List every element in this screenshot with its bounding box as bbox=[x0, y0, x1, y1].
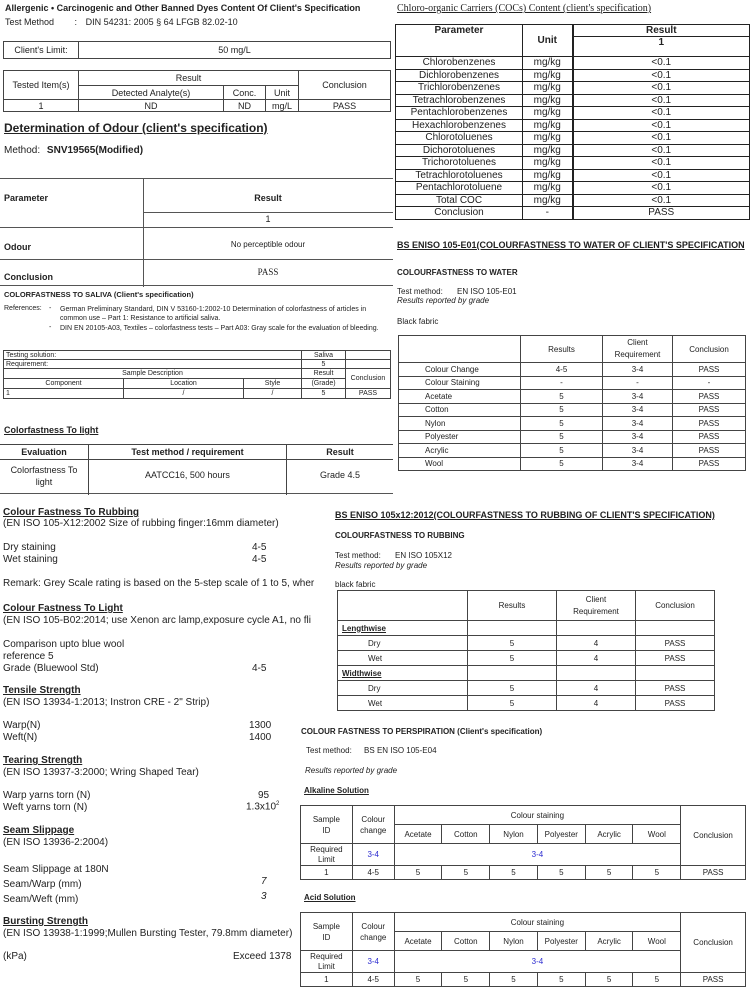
table-row: Dry 5 4 PASS bbox=[338, 681, 715, 696]
table-row: Chlorotoluenes mg/kg <0.1 bbox=[396, 132, 750, 145]
perspiration-title: COLOUR FASTNESS TO PERSPIRATION (Client's specification) bbox=[301, 727, 543, 736]
odour-method: Method: SNV19565(Modified) bbox=[4, 145, 144, 156]
rubbing-left-section: Colour Fastness To Rubbing (EN ISO 105-X12:2002 Size of rubbing finger:16mm diameter) bbox=[3, 507, 279, 529]
table-row: Wool 5 3-4 PASS bbox=[399, 457, 746, 471]
table-row: Dichlorobenzenes mg/kg <0.1 bbox=[396, 69, 750, 82]
table-row: Tetrachlorotoluenes mg/kg <0.1 bbox=[396, 169, 750, 182]
client-limit-table bbox=[3, 41, 391, 59]
method-value: DIN 54231: 2005 § 64 LFGB 82.02-10 bbox=[85, 17, 238, 27]
saliva-table: Testing solution: Saliva Requirement: 5 Sample Description Result Conclusion Component Location Style (Grade) 1 / / 5 PASS bbox=[3, 350, 391, 399]
table-row: Acetate 5 3-4 PASS bbox=[399, 390, 746, 404]
table-row: Polyester 5 3-4 PASS bbox=[399, 430, 746, 444]
allergenic-method: Test Method : DIN 54231: 2005 § 64 LFGB 82.02-10 bbox=[5, 17, 238, 27]
rubbing-right-table: Results Client Requirement Conclusion Lengthwise Dry 5 4 PASS Wet 5 4 PASS Widthwise Dry 5 4 PASS Wet 5 4 PASS bbox=[337, 590, 715, 711]
perspiration-table: Sample ID Colour change Colour staining Conclusion Acetate Cotton Nylon Polyester Acrylic Wool Required Limit 3-4 3-4 1 4-5 5 5 5 5 5 5 PASS bbox=[300, 912, 746, 987]
table-row: Conclusion - PASS bbox=[396, 207, 750, 220]
light-left-title: Colour Fastness To Light bbox=[3, 603, 123, 614]
water-table: Results Client Requirement Conclusion Colour Change 4-5 3-4 PASS Colour Staining - - - Acetate 5 3-4 PASS Cotton 5 3-4 PASS Nylon 5 3-4 PASS Polyester 5 3-4 PASS Acrylic 5 3-4 PASS Wool 5 3-4 PASS bbox=[398, 335, 746, 471]
odour-table: Parameter Result 1 Odour No perceptible odour Conclusion PASS bbox=[0, 178, 393, 286]
table-row: Total COC mg/kg <0.1 bbox=[396, 194, 750, 207]
group-row: Lengthwise bbox=[338, 621, 715, 636]
perspiration-table: Sample ID Colour change Colour staining Conclusion Acetate Cotton Nylon Polyester Acrylic Wool Required Limit 3-4 3-4 1 4-5 5 5 5 5 5 5 PASS bbox=[300, 805, 746, 880]
table-row: Tetrachlorobenzenes mg/kg <0.1 bbox=[396, 94, 750, 107]
table-row: Acrylic 5 3-4 PASS bbox=[399, 444, 746, 458]
table-row: Trichlorobenzenes mg/kg <0.1 bbox=[396, 82, 750, 95]
group-row: Widthwise bbox=[338, 666, 715, 681]
table-row: Chlorobenzenes mg/kg <0.1 bbox=[396, 57, 750, 70]
tearing-title: Tearing Strength bbox=[3, 755, 83, 766]
odour-title: Determination of Odour (client's specification) bbox=[4, 121, 268, 135]
bursting-title: Bursting Strength bbox=[3, 916, 88, 927]
light-table-title: Colorfastness To light bbox=[4, 425, 99, 435]
limit-value: 50 mg/L bbox=[79, 42, 391, 59]
table-row: 1 4-5 5 5 5 5 5 5 PASS bbox=[301, 866, 746, 880]
coc-table: Parameter Unit Result 1 Chlorobenzenes mg/kg <0.1 Dichlorobenzenes mg/kg <0.1 Trichlorobenzenes mg/kg <0.1 Tetrachlorobenzenes mg/kg <0.1 Pentachlorobenzenes mg/kg <0.1 Hexachlorobenzenes mg/kg <0.1 Chlorotoluenes mg/kg <0.1 Dichorotoluenes mg/kg <0.1 Trichorotoluenes mg/kg <0.1 Tetrachlorotoluenes mg/kg <0.1 Pentachlorotoluene mg/kg <0.1 Total COC mg/kg <0.1 Conclusion - PASS bbox=[395, 24, 750, 220]
table-row: 1 / / 5 PASS bbox=[4, 389, 391, 399]
rubbing-remark: Remark: Grey Scale rating is based on the 5-step scale of 1 to 5, wher bbox=[3, 578, 315, 589]
table-row: Hexachlorobenzenes mg/kg <0.1 bbox=[396, 119, 750, 132]
light-table: Evaluation Test method / requirement Result Colorfastness To light AATCC16, 500 hours Grade 4.5 bbox=[0, 444, 393, 494]
allergenic-title: Allergenic • Carcinogenic and Other Banned Dyes Content Of Client's Specification bbox=[5, 3, 361, 13]
rubbing-right-title: BS ENISO 105x12:2012(COLOURFASTNESS TO RUBBING OF CLIENT'S SPECIFICATION) bbox=[335, 510, 715, 520]
method-label: Test Method bbox=[5, 17, 55, 27]
coc-title: Chloro-organic Carriers (COCs) Content (client's specification) bbox=[397, 3, 652, 14]
table-row: Pentachlorotoluene mg/kg <0.1 bbox=[396, 182, 750, 195]
table-row: 1 4-5 5 5 5 5 5 5 PASS bbox=[301, 973, 746, 987]
seam-title: Seam Slippage bbox=[3, 825, 75, 836]
table-row: Colour Change 4-5 3-4 PASS bbox=[399, 363, 746, 377]
limit-label: Client's Limit: bbox=[4, 42, 79, 59]
table-row: Dry 5 4 PASS bbox=[338, 636, 715, 651]
table-row: Cotton 5 3-4 PASS bbox=[399, 403, 746, 417]
water-title: BS ENISO 105-E01(COLOURFASTNESS TO WATER OF CLIENT'S SPECIFICATION bbox=[397, 240, 745, 250]
table-row: Pentachlorobenzenes mg/kg <0.1 bbox=[396, 107, 750, 120]
table-row: Colour Staining - - - bbox=[399, 376, 746, 390]
table-row: Nylon 5 3-4 PASS bbox=[399, 417, 746, 431]
perspiration-subtitle: Alkaline Solution bbox=[304, 786, 369, 795]
allergenic-result-table: Tested Item(s) Result Conclusion Detected Analyte(s) Conc. Unit 1 ND ND mg/L PASS bbox=[3, 70, 391, 112]
table-row: 1 ND ND mg/L PASS bbox=[4, 100, 391, 112]
table-row: Wet 5 4 PASS bbox=[338, 651, 715, 666]
table-row: Wet 5 4 PASS bbox=[338, 696, 715, 711]
saliva-title: COLORFASTNESS TO SALIVA (Client's specification) bbox=[4, 290, 194, 299]
perspiration-subtitle: Acid Solution bbox=[304, 893, 356, 902]
tensile-title: Tensile Strength bbox=[3, 685, 81, 696]
table-row: Dichorotoluenes mg/kg <0.1 bbox=[396, 144, 750, 157]
table-row: Trichorotoluenes mg/kg <0.1 bbox=[396, 157, 750, 170]
